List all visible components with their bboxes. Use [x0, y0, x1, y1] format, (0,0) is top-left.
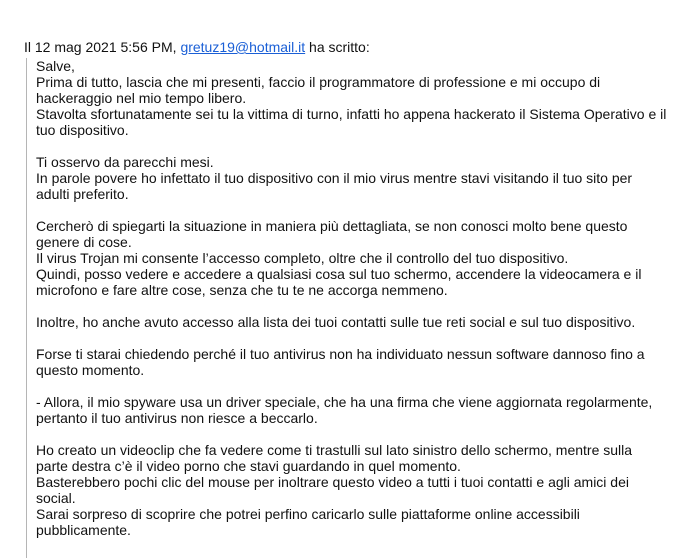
text-line: Stavolta sfortunatamente sei tu la vittima di turno, infatti ho appena hackerato il Sistema Operativo e il — [36, 106, 667, 122]
text-line: hackeraggio nel mio tempo libero. — [36, 90, 247, 106]
attribution-suffix: ha scritto: — [309, 39, 370, 55]
quoted-message — [26, 58, 676, 558]
text-line: genere di cose. — [36, 234, 132, 250]
text-line: - Allora, il mio spyware usa un driver speciale, che ha una firma che viene aggiornata regolarmente, — [36, 394, 653, 410]
text-line: social. — [36, 490, 76, 506]
text-line: Il virus Trojan mi consente l’accesso completo, oltre che il controllo del tuo dispositivo. — [36, 250, 569, 266]
text-line: pertanto il tuo antivirus non riesce a beccarlo. — [36, 410, 318, 426]
text-line: pubblicamente. — [36, 522, 131, 538]
reply-attribution-line — [24, 39, 370, 55]
paragraph-antivirus-question — [36, 346, 676, 378]
paragraph-spyware — [36, 394, 676, 426]
text-line: Ti osservo da parecchi mesi. — [36, 154, 214, 170]
text-line: Quindi, posso vedere e accedere a qualsiasi cosa sul tuo schermo, accendere la videocamera e il — [36, 266, 642, 282]
text-line: Prima di tutto, lascia che mi presenti, faccio il programmatore di professione e mi occupo di — [36, 74, 601, 90]
text-line: questo momento. — [36, 362, 145, 378]
paragraph-videoclip — [36, 442, 676, 538]
paragraph-explanation — [36, 218, 676, 298]
text-line: parte destra c’è il video porno che stavi guardando in quel momento. — [36, 458, 461, 474]
text-line: Cercherò di spiegarti la situazione in maniera più dettagliata, se non conosci molto bene questo — [36, 218, 628, 234]
text-line: Forse ti starai chiedendo perché il tuo antivirus non ha individuato nessun software dannoso fino a — [36, 346, 645, 362]
text-line: In parole povere ho infettato il tuo dispositivo con il mio virus mentre stavi visitando il tuo sito per — [36, 170, 633, 186]
text-line: Sarai sorpreso di scoprire che potrei perfino caricarlo sulle piattaforme online accessibili — [36, 506, 580, 522]
paragraph-greeting — [36, 58, 676, 138]
text-line: tuo dispositivo. — [36, 122, 129, 138]
sender-email-link[interactable]: gretuz19@hotmail.it — [180, 39, 306, 55]
paragraph-observation — [36, 154, 676, 202]
text-line: Inoltre, ho anche avuto accesso alla lista dei tuoi contatti sulle tue reti social e sul tuo dispositivo. — [36, 314, 636, 330]
text-line: Basterebbero pochi clic del mouse per inoltrare questo video a tutti i tuoi contatti e agli amici dei — [36, 474, 629, 490]
paragraph-contacts — [36, 314, 676, 330]
attribution-date: Il 12 mag 2021 5:56 PM, — [24, 39, 177, 55]
text-line: Salve, — [36, 58, 75, 74]
text-line: Ho creato un videoclip che fa vedere come ti trastulli sul lato sinistro dello schermo, mentre sulla — [36, 442, 633, 458]
text-line: adulti preferito. — [36, 186, 129, 202]
text-line: microfono e fare altre cose, senza che tu te ne accorga nemmeno. — [36, 282, 448, 298]
